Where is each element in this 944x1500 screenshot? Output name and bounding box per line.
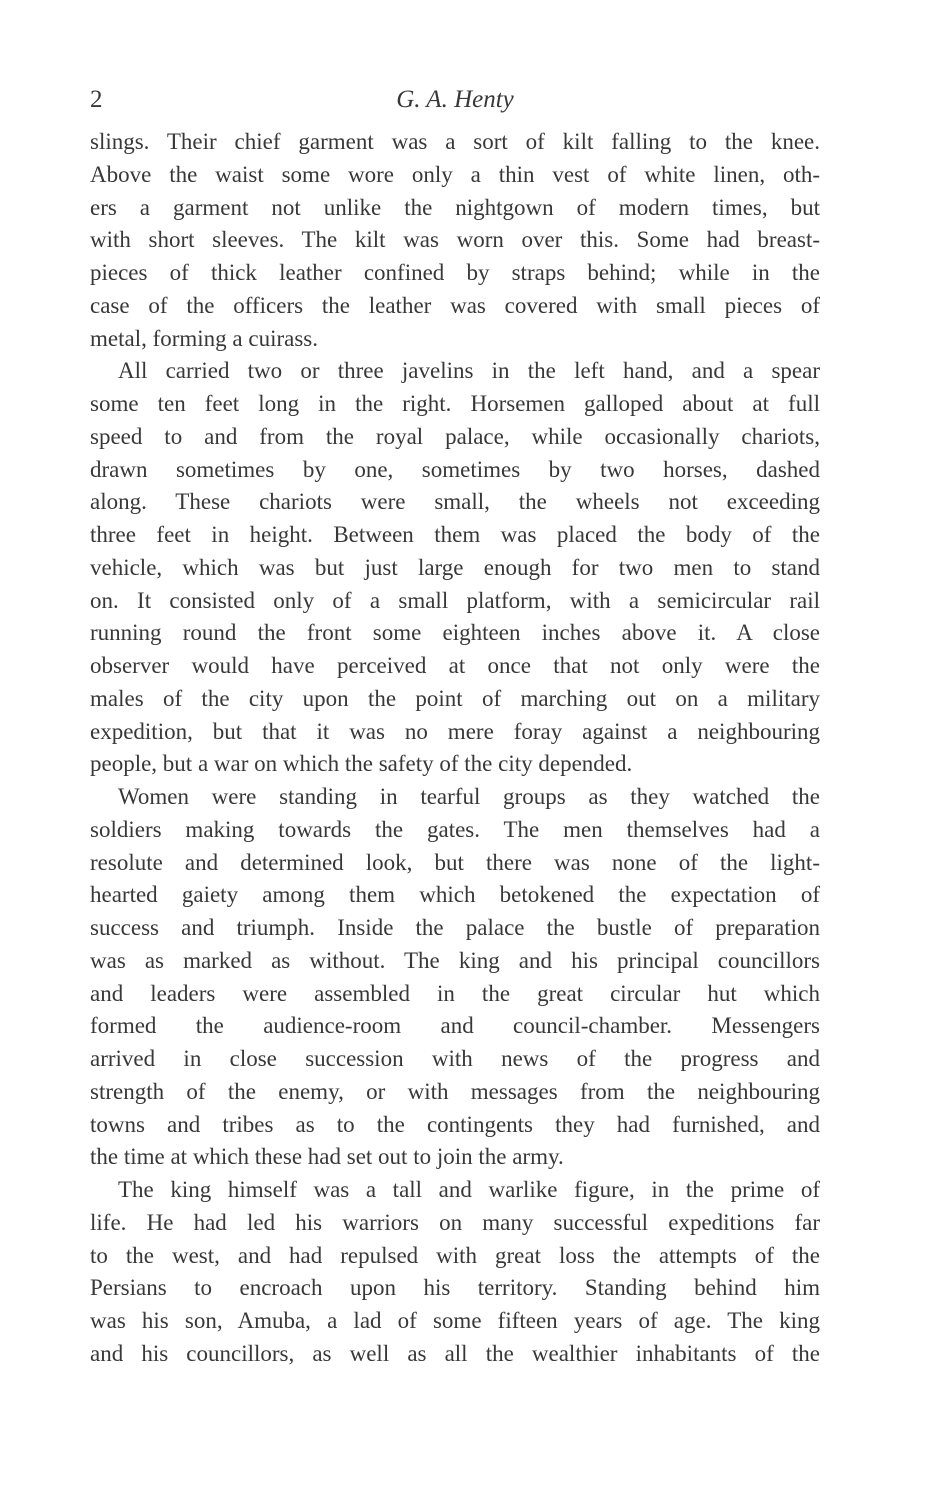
page-body: [90, 126, 820, 1371]
text-line: the time at which these had set out to join the army.: [90, 1144, 564, 1170]
text-line: some ten feet long in the right. Horsemen galloped about at full: [90, 391, 820, 416]
text-line: was as marked as without. The king and his principal councillors: [90, 947, 820, 973]
text-line: expedition, but that it was no mere foray against a neighbouring: [90, 718, 820, 744]
page-content: [90, 84, 820, 1371]
text-line: three feet in height. Between them was placed the body of the: [90, 522, 820, 547]
paragraph: [90, 781, 820, 1174]
text-line: Persians to encroach upon his territory. Standing behind him: [90, 1275, 820, 1301]
text-line: and leaders were assembled in the great circular hut which: [90, 980, 820, 1006]
text-line: resolute and determined look, but there was none of the light-: [90, 849, 820, 875]
text-line: formed the audience-room and council-chamber. Messengers: [90, 1013, 820, 1039]
text-line: pieces of thick leather confined by straps behind; while in the: [90, 260, 820, 285]
paragraph: [90, 126, 820, 355]
text-line: soldiers making towards the gates. The men themselves had a: [90, 816, 820, 842]
text-line: slings. Their chief garment was a sort of kilt falling to the knee.: [90, 129, 820, 154]
text-line: hearted gaiety among them which betokened the expectation of: [90, 882, 820, 908]
text-line: was his son, Amuba, a lad of some fifteen years of age. The king: [90, 1308, 820, 1333]
text-line: running round the front some eighteen inches above it. A close: [90, 620, 820, 646]
text-line: life. He had led his warriors on many successful expeditions far: [90, 1209, 820, 1235]
text-line: males of the city upon the point of marching out on a military: [90, 685, 820, 711]
text-line: towns and tribes as to the contingents they had furnished, and: [90, 1111, 820, 1137]
text-line: and his councillors, as well as all the wealthier inhabitants of the: [90, 1340, 820, 1366]
paragraph: [90, 355, 820, 781]
text-line: The king himself was a tall and warlike figure, in the prime of: [118, 1177, 820, 1202]
text-line: observer would have perceived at once that not only were the: [90, 653, 820, 678]
text-line: to the west, and had repulsed with great loss the attempts of the: [90, 1242, 820, 1268]
text-line: success and triumph. Inside the palace the bustle of preparation: [90, 915, 820, 940]
page-number: 2: [90, 86, 103, 113]
text-line: vehicle, which was but just large enough for two men to stand: [90, 554, 820, 580]
text-line: All carried two or three javelins in the left hand, and a spear: [118, 358, 820, 384]
text-line: speed to and from the royal palace, while occasionally chariots,: [90, 423, 820, 449]
text-line: arrived in close succession with news of the progress and: [90, 1046, 820, 1071]
text-line: metal, forming a cuirass.: [90, 325, 319, 351]
text-line: case of the officers the leather was covered with small pieces of: [90, 292, 820, 318]
text-line: ers a garment not unlike the nightgown of modern times, but: [90, 194, 820, 220]
text-line: drawn sometimes by one, sometimes by two horses, dashed: [90, 456, 820, 482]
paragraph: [90, 1174, 820, 1371]
text-line: on. It consisted only of a small platform, with a semicircular rail: [90, 587, 820, 613]
text-line: along. These chariots were small, the wheels not exceeding: [90, 489, 820, 515]
running-head: [90, 84, 820, 116]
text-line: people, but a war on which the safety of the city depended.: [90, 751, 633, 777]
running-header-author: G. A. Henty: [396, 86, 514, 113]
text-line: Above the waist some wore only a thin vest of white linen, oth-: [90, 161, 820, 187]
text-line: strength of the enemy, or with messages from the neighbouring: [90, 1078, 820, 1104]
text-line: Women were standing in tearful groups as they watched the: [118, 784, 820, 809]
text-line: with short sleeves. The kilt was worn over this. Some had breast-: [90, 227, 820, 253]
